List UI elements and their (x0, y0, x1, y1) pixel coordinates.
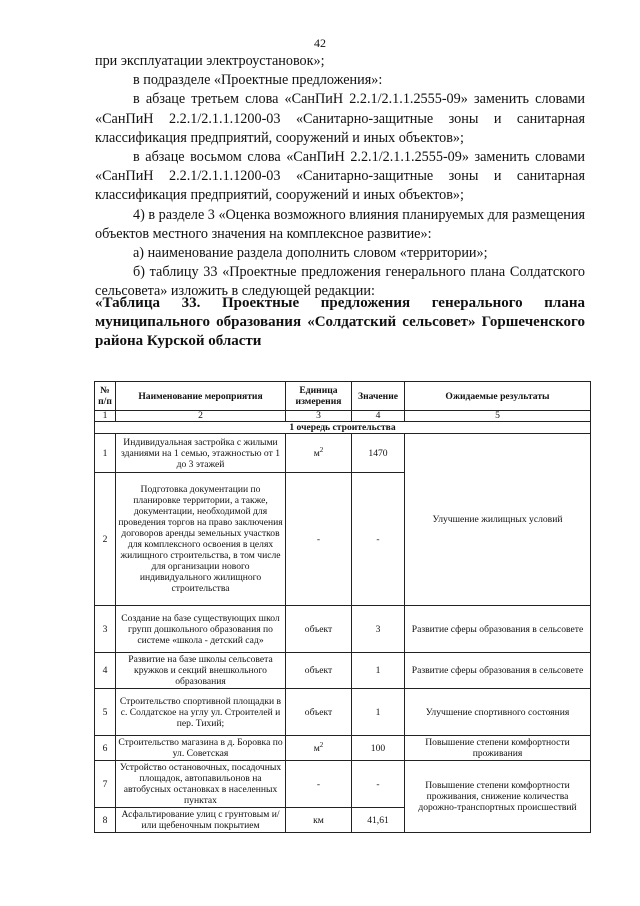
activity-name: Подготовка документации по планировке территории, а также, документации, необходимой для проведения торгов на право заключения договоров аренды земельных участков для комплексного освоения в целях жилищного строительства, в том числе для организации нового индивидуального жилищного строительства (116, 473, 286, 606)
row-number: 2 (95, 473, 116, 606)
expected-result: Развитие сферы образования в сельсовете (405, 606, 591, 653)
stage-label: 1 очередь строительства (95, 422, 591, 434)
header-cell: Единица измерения (286, 382, 352, 411)
unit-cell (286, 808, 352, 833)
body-text (95, 52, 585, 302)
page-number: 42 (314, 36, 326, 50)
row-number: 6 (95, 736, 116, 761)
header-cell: Значение (352, 382, 405, 411)
unit-cell (286, 434, 352, 473)
unit: объект (304, 623, 333, 635)
column-number: 2 (116, 411, 286, 422)
activity-name: Создание на базе существующих школ групп дошкольного образования по системе «школа - детский сад» (116, 606, 286, 653)
unit-superscript: 2 (319, 445, 324, 454)
table-title: «Таблица 33. Проектные предложения генерального плана муниципального образования «Солдатский сельсовет» Горшеченского района Курской области (95, 295, 585, 349)
paragraph: при эксплуатации электроустановок»; (95, 53, 325, 69)
header-cell: Ожидаемые результаты (405, 382, 591, 411)
unit: км (313, 814, 324, 826)
value: 41,61 (352, 808, 405, 833)
paragraph: в подразделе «Проектные предложения»: (133, 72, 383, 89)
paragraph: б) таблицу 33 «Проектные предложения генерального плана Солдатского сельсовета» изложить в следующей редакции: (95, 264, 585, 300)
activity-name: Асфальтирование улиц с грунтовым и/или щебеночным покрытием (116, 808, 286, 833)
column-number: 4 (352, 411, 405, 422)
expected-result: Развитие сферы образования в сельсовете (405, 653, 591, 689)
column-number: 1 (95, 411, 116, 422)
column-number: 5 (405, 411, 591, 422)
expected-result: Повышение степени комфортности проживания (405, 736, 591, 761)
value: 3 (352, 606, 405, 653)
table-row (95, 606, 591, 653)
table-row (95, 689, 591, 736)
row-number: 7 (95, 761, 116, 808)
paragraph: в абзаце третьем слова «СанПиН 2.2.1/2.1.1.2555-09» заменить словами «СанПиН 2.2.1/2.1.1.1200-03 «Санитарно-защитные зоны и санитарная классификация предприятий, сооружений и иных объектов»; (95, 91, 585, 146)
paragraph: в абзаце восьмом слова «СанПиН 2.2.1/2.1.1.2555-09» заменить словами «СанПиН 2.2.1/2.1.1.1200-03 «Санитарно-защитные зоны и санитарная классификация предприятий, сооружений и иных объектов»; (95, 149, 585, 204)
table-row (95, 434, 591, 473)
unit: объект (304, 706, 333, 718)
row-number: 4 (95, 653, 116, 689)
column-number-row (95, 411, 591, 422)
expected-result: Улучшение жилищных условий (405, 434, 591, 606)
value: 1 (352, 689, 405, 736)
column-number: 3 (286, 411, 352, 422)
table-row (95, 653, 591, 689)
row-number: 1 (95, 434, 116, 473)
unit: - (316, 533, 321, 545)
value: - (352, 761, 405, 808)
value: 1470 (352, 434, 405, 473)
header-cell: № п/п (95, 382, 116, 411)
stage-row (95, 422, 591, 434)
unit-cell (286, 653, 352, 689)
activity-name: Строительство спортивной площадки в с. Солдатское на углу ул. Строителей и пер. Тихий; (116, 689, 286, 736)
unit-cell (286, 761, 352, 808)
value: 100 (352, 736, 405, 761)
unit-cell (286, 689, 352, 736)
unit-cell (286, 473, 352, 606)
table-row (95, 736, 591, 761)
activity-name: Устройство остановочных, посадочных площадок, автопавильонов на автобусных остановках в населенных пунктах (116, 761, 286, 808)
expected-result: Улучшение спортивного состояния (405, 689, 591, 736)
unit-cell (286, 606, 352, 653)
proposals-table (94, 381, 591, 833)
table-row (95, 761, 591, 808)
activity-name: Индивидуальная застройка с жилыми зданиями на 1 семью, этажностью от 1 до 3 этажей (116, 434, 286, 473)
activity-name: Строительство магазина в д. Боровка по ул. Советская (116, 736, 286, 761)
row-number: 5 (95, 689, 116, 736)
header-cell: Наименование мероприятия (116, 382, 286, 411)
row-number: 3 (95, 606, 116, 653)
activity-name: Развитие на базе школы сельсовета кружков и секций внешкольного образования (116, 653, 286, 689)
value: 1 (352, 653, 405, 689)
value: - (352, 473, 405, 606)
paragraph: а) наименование раздела дополнить словом «территории»; (133, 245, 488, 262)
unit: объект (304, 665, 333, 676)
expected-result: Повышение степени комфортности проживания, снижение количества дорожно-транспортных происшествий (405, 761, 591, 833)
unit-cell (286, 736, 352, 761)
paragraph: 4) в разделе 3 «Оценка возможного влияния планируемых для размещения объектов местного значения на комплексное развитие»: (95, 206, 585, 242)
table-header-row (95, 382, 591, 411)
unit: м (313, 447, 320, 459)
unit-superscript: 2 (319, 740, 324, 749)
row-number: 8 (95, 808, 116, 833)
unit: - (316, 778, 321, 790)
unit: м (313, 742, 320, 754)
